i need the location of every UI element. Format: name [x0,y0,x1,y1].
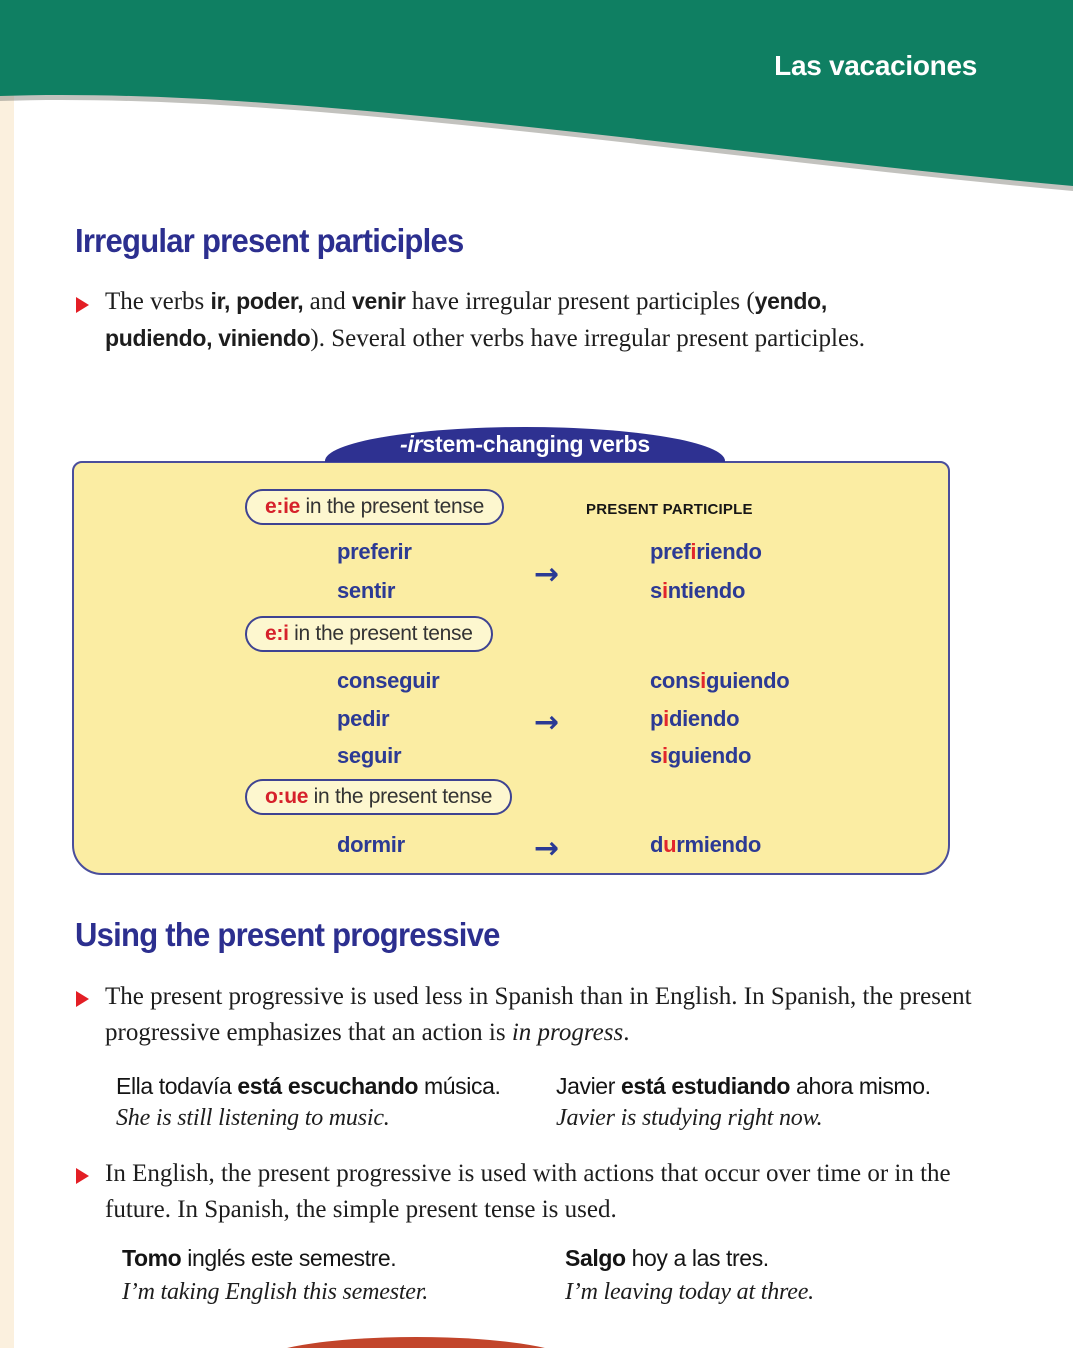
participle-siguiendo: siguiendo [650,743,752,768]
verb-dormir: dormir [337,832,405,857]
progressive-point-2: In English, the present progressive is used with actions that occur over time or in the future. In Spanish, the simple present tense is used. [105,1160,951,1223]
participle-sintiendo: sintiendo [650,578,746,603]
progressive-point-1: The present progressive is used less in Spanish than in English. In Spanish, the present progressive emphasizes that an action is in progress. [105,983,972,1046]
next-section-tab-arc [256,1337,576,1348]
section-title-present-progressive: Using the present progressive [75,916,500,953]
right-arrow-icon: → [534,705,560,740]
page-edge-strip [0,0,14,1348]
chart-tab-header: -ir stem-changing verbs [325,427,725,462]
chapter-title: Las vacaciones [774,50,977,81]
verb-conseguir: conseguir [337,668,440,693]
intro-paragraph: The verbs ir, poder, and venir have irregular present participles (yendo, pudiendo, viniendo). Several other verbs have irregular present participles. [105,288,866,352]
spanish-example-sentence: Ella todavía está escuchando música. [116,1073,501,1099]
stem-change-badge-ei: e:i in the present tense [245,616,493,652]
bullet-triangle-icon [76,297,89,313]
verb-seguir: seguir [337,743,402,768]
verb-preferir: preferir [337,539,412,564]
right-arrow-icon: → [534,831,560,866]
section-title-irregular-participles: Irregular present participles [75,222,464,259]
stem-change-badge-oue: o:ue in the present tense [245,779,512,815]
participle-consiguiendo: consiguiendo [650,668,790,693]
english-translation: She is still listening to music. [116,1105,390,1131]
english-translation: I’m leaving today at three. [565,1279,814,1305]
participle-pidiendo: pidiendo [650,706,740,731]
verb-pedir: pedir [337,706,390,731]
participle-durmiendo: durmiendo [650,832,761,857]
right-arrow-icon: → [534,557,560,592]
english-translation: I’m taking English this semester. [122,1279,429,1305]
bullet-triangle-icon [76,991,89,1007]
green-header-curve [0,0,1073,200]
participle-prefiriendo: prefiriendo [650,539,762,564]
bullet-triangle-icon [76,1168,89,1184]
verb-chart-box [72,461,950,875]
english-translation: Javier is studying right now. [556,1105,823,1131]
verb-sentir: sentir [337,578,396,603]
stem-change-badge-eie: e:ie in the present tense [245,489,504,525]
spanish-example-sentence: Tomo inglés este semestre. [122,1245,397,1271]
header-curve-fill [0,0,1073,186]
spanish-example-sentence: Salgo hoy a las tres. [565,1245,769,1271]
column-header-present-participle: PRESENT PARTICIPLE [586,501,753,518]
spanish-example-sentence: Javier está estudiando ahora mismo. [556,1073,931,1099]
